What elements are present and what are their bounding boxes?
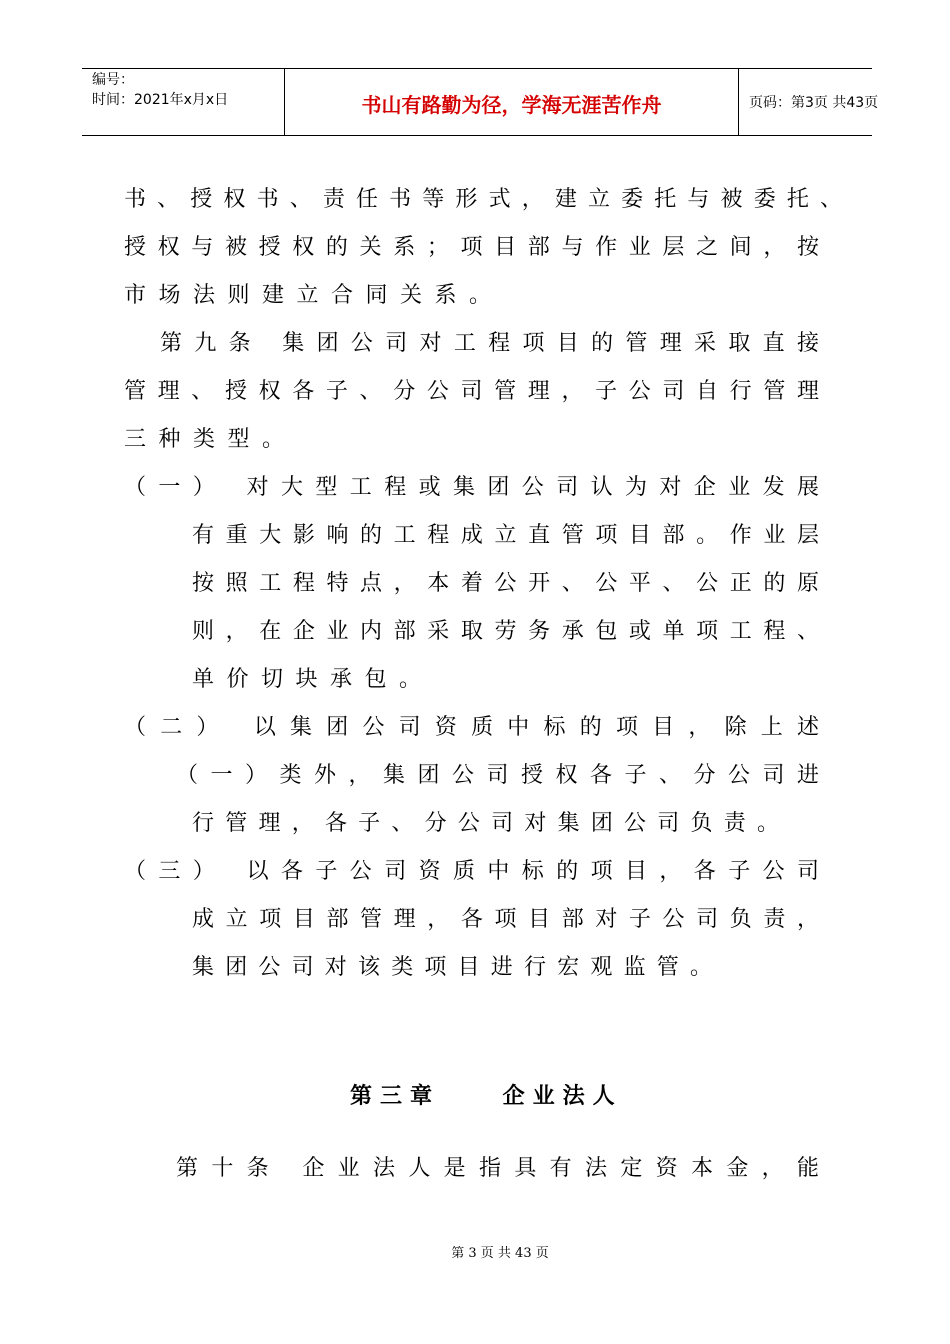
header-left-cell: [82, 69, 284, 135]
body-line: 书、授权书、责任书等形式，建立委托与被委托、: [124, 187, 842, 212]
body-line: （二） 以集团公司资质中标的项目，除上述: [124, 715, 819, 740]
body-line: 三种类型。: [124, 427, 297, 452]
body-line: 单价切块承包。: [192, 667, 434, 692]
body-line: （一） 对大型工程或集团公司认为对企业发展: [124, 475, 819, 500]
article-ten-line: 第十条 企业法人是指具有法定资本金，能: [176, 1156, 819, 1181]
header-motto: 书山有路勤为径，学海无涯苦作舟: [361, 93, 662, 117]
body-line: 管理、授权各子、分公司管理，子公司自行管理: [124, 379, 819, 404]
document-number-label: 编号：: [92, 72, 134, 88]
body-line: 市场法则建立合同关系。: [124, 283, 504, 308]
chapter-title: 第三章 企业法人: [350, 1084, 623, 1109]
document-time-label: 时间：2021年x月x日: [92, 92, 229, 108]
body-line: 按照工程特点，本着公开、公平、公正的原: [192, 571, 819, 596]
body-line: 授权与被授权的关系；项目部与作业层之间，按: [124, 235, 819, 260]
body-line: （三） 以各子公司资质中标的项目，各子公司: [124, 859, 819, 884]
body-line: 成立项目部管理，各项目部对子公司负责，: [192, 907, 819, 932]
page-footer: 第 3 页 共 43 页: [451, 1246, 549, 1261]
body-line: 则，在企业内部采取劳务承包或单项工程、: [192, 619, 819, 644]
body-line: 集团公司对该类项目进行宏观监管。: [192, 955, 712, 980]
header-page-label: 页码：第3页 共43页: [749, 95, 879, 111]
header-middle-cell: [284, 69, 739, 135]
header-right-cell: [739, 69, 879, 135]
body-line: （一）类外，集团公司授权各子、分公司进: [176, 763, 819, 788]
header-table: [82, 68, 879, 136]
body-line: 行管理，各子、分公司对集团公司负责。: [192, 811, 779, 836]
body-line: 第九条 集团公司对工程项目的管理采取直接: [160, 331, 819, 356]
body-line: 有重大影响的工程成立直管项目部。作业层: [192, 523, 819, 548]
